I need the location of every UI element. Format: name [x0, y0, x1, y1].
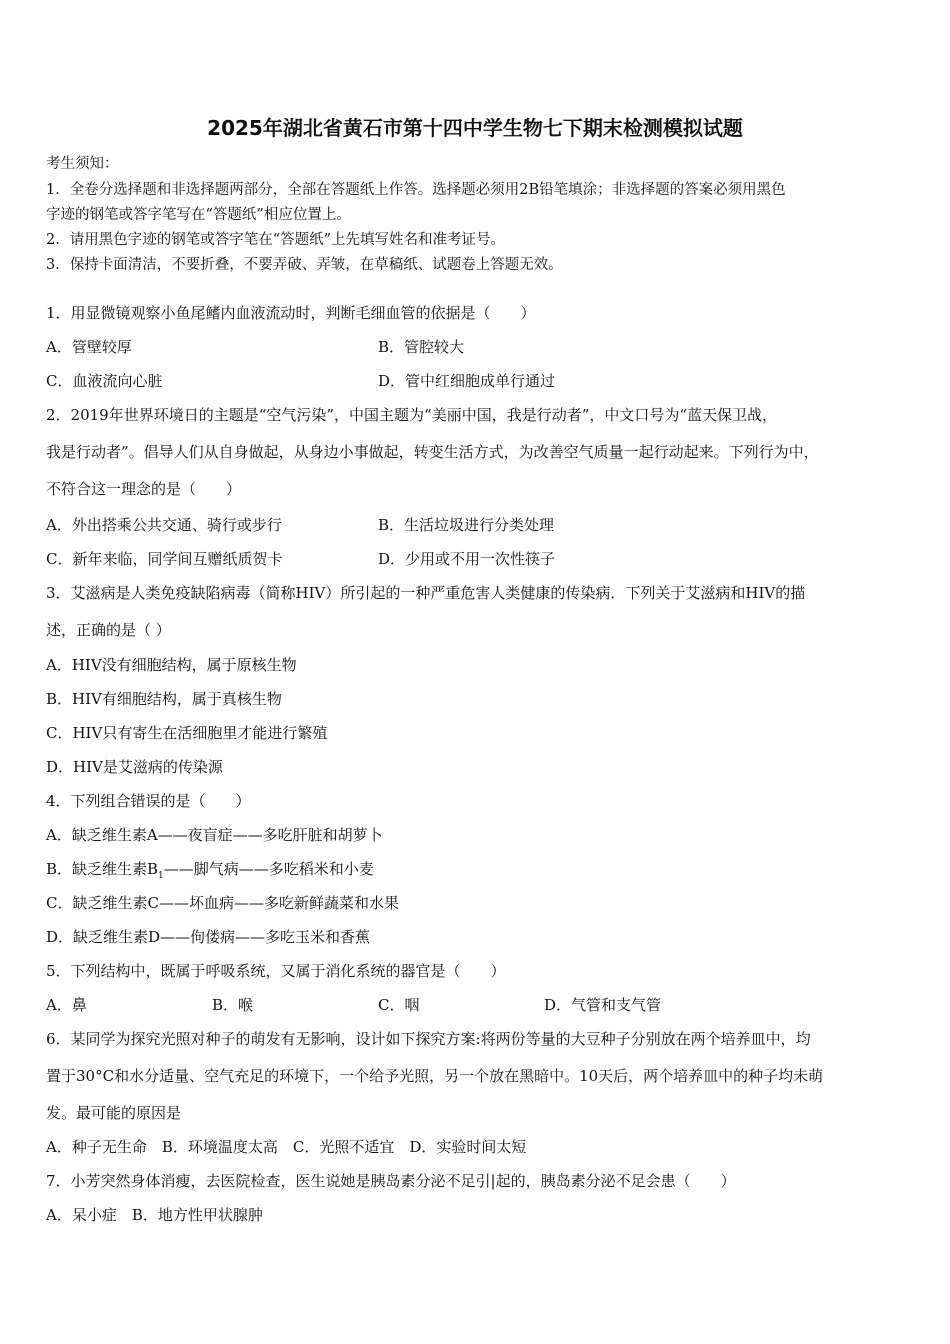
q6-stem-line2: 置于30°C和水分适量、空气充足的环境下，一个给予光照，另一个放在黑暗中。10天后，两个培养皿中的种子均未萌: [46, 1067, 824, 1085]
q3-stem-line2: 述，正确的是（ ）: [46, 621, 171, 639]
q4-option-b-sub: 1: [158, 871, 164, 881]
q7-stem: 7．小芳突然身体消瘦，去医院检查，医生说她是胰岛素分泌不足引|起的，胰岛素分泌不足会患（ ）: [46, 1172, 736, 1190]
q3-option-b: B．HIV有细胞结构，属于真核生物: [46, 690, 282, 708]
q1-stem: 1．用显微镜观察小鱼尾鳍内血液流动时，判断毛细血管的依据是（ ）: [46, 304, 536, 322]
notice-heading: 考生须知：: [46, 156, 119, 172]
q4-option-b-pre: B．缺乏维生素B: [46, 860, 159, 878]
q3-stem-line1: 3．艾滋病是人类免疫缺陷病毒（简称HIV）所引起的一种严重危害人类健康的传染病．下列关于艾滋病和HIV的描: [46, 584, 806, 602]
q2-stem-line2: 我是行动者”。倡导人们从自身做起，从身边小事做起，转变生活方式，为改善空气质量一起行动起来。下列行为中，: [46, 443, 819, 461]
notice-item-1a: 1．全卷分选择题和非选择题两部分，全部在答题纸上作答。选择题必须用2B铅笔填涂；非选择题的答案必须用黑色: [46, 182, 786, 198]
q3-option-c: C．HIV只有寄生在活细胞里才能进行繁殖: [46, 724, 328, 742]
q4-option-d: D．缺乏维生素D——佝偻病——多吃玉米和香蕉: [46, 928, 371, 946]
q6-options: A．种子无生命 B．环境温度太高 C．光照不适宜 D．实验时间太短: [46, 1138, 527, 1156]
q4-option-b-post: ——脚气病——多吃稻米和小麦: [163, 860, 374, 878]
notice-item-1b: 字迹的钢笔或答字笔写在“答题纸”相应位置上。: [46, 207, 351, 223]
q2-option-a: A．外出搭乘公共交通、骑行或步行: [46, 516, 282, 534]
q2-stem-line3: 不符合这一理念的是（ ）: [46, 480, 242, 498]
q2-stem-line1: 2．2019年世界环境日的主题是“空气污染”，中国主题为“美丽中国，我是行动者”，中文口号为“蓝天保卫战，: [46, 406, 778, 424]
q5-option-b: B．喉: [212, 996, 254, 1014]
q3-option-d: D．HIV是艾滋病的传染源: [46, 758, 223, 776]
q5-option-a: A．鼻: [46, 996, 87, 1014]
q4-stem: 4．下列组合错误的是（ ）: [46, 792, 251, 810]
q3-option-a: A．HIV没有细胞结构，属于原核生物: [46, 656, 297, 674]
q6-stem-line1: 6．某同学为探究光照对种子的萌发有无影响，设计如下探究方案:将两份等量的大豆种子分别放在两个培养皿中，均: [46, 1030, 811, 1048]
q5-option-c: C．咽: [378, 996, 420, 1014]
q4-option-c: C．缺乏维生素C——坏血病——多吃新鲜蔬菜和水果: [46, 894, 399, 912]
notice-item-3: 3．保持卡面清洁，不要折叠，不要弄破、弄皱，在草稿纸、试题卷上答题无效。: [46, 257, 563, 273]
q5-stem: 5．下列结构中，既属于呼吸系统，又属于消化系统的器官是（ ）: [46, 962, 506, 980]
q4-option-a: A．缺乏维生素A——夜盲症——多吃肝脏和胡萝卜: [46, 826, 383, 844]
q7-options: A．呆小症 B．地方性甲状腺肿: [46, 1206, 263, 1224]
notice-item-2: 2．请用黑色字迹的钢笔或答字笔在“答题纸”上先填写姓名和准考证号。: [46, 232, 506, 248]
q6-stem-line3: 发。最可能的原因是: [46, 1104, 182, 1122]
q2-option-b: B．生活垃圾进行分类处理: [378, 516, 555, 534]
q1-option-b: B．管腔较大: [378, 338, 465, 356]
q1-option-a: A．管壁较厚: [46, 338, 132, 356]
q2-option-d: D．少用或不用一次性筷子: [378, 550, 556, 568]
q2-option-c: C．新年来临，同学间互赠纸质贺卡: [46, 550, 283, 568]
page-title: 2025年湖北省黄石市第十四中学生物七下期末检测模拟试题: [207, 116, 743, 140]
q5-option-d: D．气管和支气管: [544, 996, 662, 1014]
q1-option-c: C．血液流向心脏: [46, 372, 163, 390]
q1-option-d: D．管中红细胞成单行通过: [378, 372, 556, 390]
q4-option-b: [46, 858, 374, 881]
